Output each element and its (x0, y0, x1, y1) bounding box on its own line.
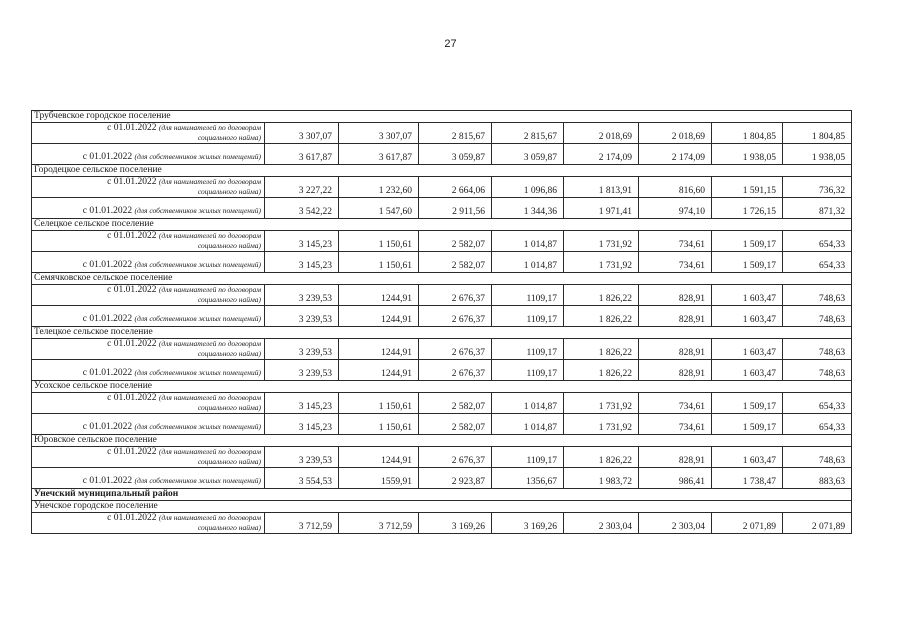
row-label (32, 177, 265, 198)
tariff-value: 1109,17 (492, 306, 564, 327)
settlement-header-row (32, 111, 852, 123)
tariff-value: 2 018,69 (639, 123, 712, 144)
tariff-value: 1 603,47 (712, 306, 783, 327)
effective-date: с 01.01.2022 (82, 422, 133, 433)
tariff-value: 1 813,91 (564, 177, 639, 198)
tariff-value: 3 712,59 (265, 513, 339, 534)
tenant-note-line2: социального найма) (197, 403, 261, 413)
tariff-value: 2 582,07 (419, 231, 492, 252)
tariff-value: 748,63 (783, 360, 852, 381)
tariff-value: 2 676,37 (419, 285, 492, 306)
tariff-value: 736,32 (783, 177, 852, 198)
tariff-value: 1 150,61 (339, 393, 419, 414)
row-label (32, 360, 265, 381)
tariff-value: 1244,91 (339, 285, 419, 306)
district-name: Унечский муниципальный район (32, 489, 852, 501)
tenants-tariff-row (32, 285, 852, 306)
tariff-value: 1 731,92 (564, 252, 639, 273)
tenant-note-line2: социального найма) (197, 241, 261, 251)
tariff-value: 1559,91 (339, 468, 419, 489)
tariff-value: 1109,17 (492, 360, 564, 381)
tariff-value: 3 554,53 (265, 468, 339, 489)
row-label (32, 414, 265, 435)
tariff-value: 3 145,23 (265, 414, 339, 435)
tenant-note-line1: (для нанимателей по договорам (158, 339, 261, 349)
tariff-value: 1 738,47 (712, 468, 783, 489)
row-label (32, 198, 265, 219)
tenants-tariff-row (32, 177, 852, 198)
tariff-value: 1 826,22 (564, 285, 639, 306)
tariff-value: 3 059,87 (492, 144, 564, 165)
tariff-value: 748,63 (783, 339, 852, 360)
tariff-value: 986,41 (639, 468, 712, 489)
row-label (32, 285, 265, 306)
tariff-value: 1 826,22 (564, 306, 639, 327)
tariff-value: 3 617,87 (339, 144, 419, 165)
tenant-note-line2: социального найма) (197, 187, 261, 197)
row-label (32, 468, 265, 489)
effective-date: с 01.01.2022 (107, 285, 157, 296)
owner-note: (для собственников жилых помещений) (134, 368, 261, 378)
tariff-value: 3 239,53 (265, 447, 339, 468)
owner-note: (для собственников жилых помещений) (134, 206, 261, 216)
settlement-header-row (32, 327, 852, 339)
tenant-note-line1: (для нанимателей по договорам (158, 393, 261, 403)
tariff-value: 1 603,47 (712, 339, 783, 360)
tariff-value: 1 731,92 (564, 414, 639, 435)
tariff-value: 1 603,47 (712, 285, 783, 306)
owners-tariff-row (32, 252, 852, 273)
tenant-note-line1: (для нанимателей по договорам (158, 285, 261, 295)
row-label (32, 123, 265, 144)
tariff-value: 828,91 (639, 306, 712, 327)
effective-date: с 01.01.2022 (82, 206, 133, 217)
owner-note: (для собственников жилых помещений) (134, 476, 261, 486)
effective-date: с 01.01.2022 (107, 231, 157, 242)
tariff-value: 3 239,53 (265, 360, 339, 381)
owner-note: (для собственников жилых помещений) (134, 422, 261, 432)
tariff-value: 2 071,89 (712, 513, 783, 534)
row-label (32, 252, 265, 273)
tariff-value: 828,91 (639, 447, 712, 468)
tenants-tariff-row (32, 513, 852, 534)
tariff-value: 974,10 (639, 198, 712, 219)
tariff-value: 1 826,22 (564, 447, 639, 468)
tariff-value: 2 582,07 (419, 252, 492, 273)
tariff-value: 1 014,87 (492, 252, 564, 273)
settlement-name: Усохское сельское поселение (32, 381, 852, 393)
tariff-value: 3 542,22 (265, 198, 339, 219)
row-label (32, 306, 265, 327)
tenants-tariff-row (32, 393, 852, 414)
tariff-value: 3 169,26 (492, 513, 564, 534)
tariff-value: 1 938,05 (783, 144, 852, 165)
settlement-header-row (32, 165, 852, 177)
tariff-value: 1244,91 (339, 306, 419, 327)
tariff-value: 1 826,22 (564, 339, 639, 360)
tenant-note-line1: (для нанимателей по договорам (158, 513, 261, 523)
tariff-value: 1244,91 (339, 360, 419, 381)
owner-note: (для собственников жилых помещений) (134, 314, 261, 324)
tariff-value: 734,61 (639, 231, 712, 252)
tariff-value: 1 014,87 (492, 414, 564, 435)
row-label (32, 447, 265, 468)
tariff-value: 1 591,15 (712, 177, 783, 198)
row-label (32, 144, 265, 165)
tariff-value: 654,33 (783, 393, 852, 414)
settlement-header-row (32, 219, 852, 231)
tariff-value: 2 071,89 (783, 513, 852, 534)
tariff-value: 2 174,09 (564, 144, 639, 165)
owners-tariff-row (32, 414, 852, 435)
tariff-value: 816,60 (639, 177, 712, 198)
tariff-value: 2 676,37 (419, 360, 492, 381)
tariff-value: 3 145,23 (265, 231, 339, 252)
tariff-value: 2 664,06 (419, 177, 492, 198)
tariff-value: 2 174,09 (639, 144, 712, 165)
effective-date: с 01.01.2022 (107, 123, 157, 134)
tariff-value: 2 923,87 (419, 468, 492, 489)
tariff-value: 1 971,41 (564, 198, 639, 219)
owners-tariff-row (32, 144, 852, 165)
effective-date: с 01.01.2022 (82, 314, 133, 325)
tenant-note-line2: социального найма) (197, 457, 261, 467)
tenants-tariff-row (32, 123, 852, 144)
tariff-value: 1109,17 (492, 447, 564, 468)
effective-date: с 01.01.2022 (107, 177, 157, 188)
row-label (32, 393, 265, 414)
tariff-value: 2 676,37 (419, 447, 492, 468)
tenants-tariff-row (32, 447, 852, 468)
tariff-value: 3 239,53 (265, 285, 339, 306)
tariff-value: 3 307,07 (265, 123, 339, 144)
tariff-value: 1244,91 (339, 339, 419, 360)
tariff-value: 1 344,36 (492, 198, 564, 219)
effective-date: с 01.01.2022 (107, 513, 157, 524)
settlement-name: Унечское городское поселение (32, 501, 852, 513)
tariff-value: 1 547,60 (339, 198, 419, 219)
row-label (32, 513, 265, 534)
tariff-value: 1244,91 (339, 447, 419, 468)
tariff-value: 734,61 (639, 414, 712, 435)
tariff-value: 3 239,53 (265, 306, 339, 327)
table-body (32, 111, 852, 534)
tariff-value: 1 983,72 (564, 468, 639, 489)
tariff-value: 2 676,37 (419, 339, 492, 360)
owners-tariff-row (32, 468, 852, 489)
tariff-value: 1 509,17 (712, 231, 783, 252)
row-label (32, 339, 265, 360)
tariff-value: 871,32 (783, 198, 852, 219)
tariff-value: 748,63 (783, 447, 852, 468)
tariff-value: 3 617,87 (265, 144, 339, 165)
settlement-header-row (32, 273, 852, 285)
settlement-header-row (32, 501, 852, 513)
tariff-value: 2 582,07 (419, 414, 492, 435)
tariff-value: 1 150,61 (339, 231, 419, 252)
settlement-name: Семячковское сельское поселение (32, 273, 852, 285)
tariff-value: 1 731,92 (564, 393, 639, 414)
tariff-value: 1 726,15 (712, 198, 783, 219)
tariff-value: 1 509,17 (712, 414, 783, 435)
tariff-value: 3 169,26 (419, 513, 492, 534)
tariff-value: 828,91 (639, 285, 712, 306)
tariff-value: 734,61 (639, 393, 712, 414)
effective-date: с 01.01.2022 (107, 393, 157, 404)
tariff-value: 1 014,87 (492, 231, 564, 252)
tenant-note-line2: социального найма) (197, 295, 261, 305)
tariff-value: 828,91 (639, 360, 712, 381)
tariff-value: 1 150,61 (339, 414, 419, 435)
effective-date: с 01.01.2022 (82, 476, 133, 487)
tenant-note-line1: (для нанимателей по договорам (158, 123, 261, 133)
tariff-value: 748,63 (783, 285, 852, 306)
tariff-value: 1 804,85 (712, 123, 783, 144)
tariff-value: 2 018,69 (564, 123, 639, 144)
tariff-value: 2 303,04 (564, 513, 639, 534)
tariff-value: 1 509,17 (712, 393, 783, 414)
effective-date: с 01.01.2022 (82, 368, 133, 379)
tariff-value: 1 804,85 (783, 123, 852, 144)
tariff-value: 2 303,04 (639, 513, 712, 534)
effective-date: с 01.01.2022 (82, 152, 133, 163)
tenant-note-line2: социального найма) (197, 349, 261, 359)
settlement-header-row (32, 381, 852, 393)
tariff-value: 828,91 (639, 339, 712, 360)
tariff-value: 1 232,60 (339, 177, 419, 198)
tariff-value: 1 826,22 (564, 360, 639, 381)
settlement-name: Городецкое сельское поселение (32, 165, 852, 177)
tenants-tariff-row (32, 231, 852, 252)
tariff-value: 3 712,59 (339, 513, 419, 534)
tariff-value: 1 096,86 (492, 177, 564, 198)
tariff-value: 3 227,22 (265, 177, 339, 198)
page-number: 27 (444, 38, 457, 50)
tariff-value: 1 150,61 (339, 252, 419, 273)
tariff-value: 748,63 (783, 306, 852, 327)
tariff-value: 3 307,07 (339, 123, 419, 144)
tariff-value: 2 911,56 (419, 198, 492, 219)
effective-date: с 01.01.2022 (82, 260, 133, 271)
district-header-row (32, 489, 852, 501)
tariff-value: 734,61 (639, 252, 712, 273)
row-label (32, 231, 265, 252)
tariff-value: 654,33 (783, 231, 852, 252)
settlement-name: Селецкое сельское поселение (32, 219, 852, 231)
tariff-value: 2 676,37 (419, 306, 492, 327)
tariff-table (31, 110, 852, 534)
tariff-value: 1356,67 (492, 468, 564, 489)
tariff-value: 1109,17 (492, 339, 564, 360)
tariff-value: 1109,17 (492, 285, 564, 306)
tariff-value: 2 815,67 (492, 123, 564, 144)
tenants-tariff-row (32, 339, 852, 360)
tariff-value: 2 815,67 (419, 123, 492, 144)
tariff-value: 1 509,17 (712, 252, 783, 273)
owners-tariff-row (32, 306, 852, 327)
tariff-value: 1 014,87 (492, 393, 564, 414)
tariff-value: 3 059,87 (419, 144, 492, 165)
owners-tariff-row (32, 198, 852, 219)
tariff-value: 654,33 (783, 252, 852, 273)
tariff-value: 3 239,53 (265, 339, 339, 360)
tariff-value: 1 603,47 (712, 360, 783, 381)
tenant-note-line1: (для нанимателей по договорам (158, 447, 261, 457)
owner-note: (для собственников жилых помещений) (134, 260, 261, 270)
tenant-note-line1: (для нанимателей по договорам (158, 177, 261, 187)
effective-date: с 01.01.2022 (107, 447, 157, 458)
tariff-value: 883,63 (783, 468, 852, 489)
settlement-header-row (32, 435, 852, 447)
settlement-name: Телецкое сельское поселение (32, 327, 852, 339)
tariff-value: 2 582,07 (419, 393, 492, 414)
tariff-value: 1 731,92 (564, 231, 639, 252)
tariff-value: 3 145,23 (265, 252, 339, 273)
owners-tariff-row (32, 360, 852, 381)
tariff-value: 654,33 (783, 414, 852, 435)
tenant-note-line2: социального найма) (197, 523, 261, 533)
tariff-value: 3 145,23 (265, 393, 339, 414)
tenant-note-line1: (для нанимателей по договорам (158, 231, 261, 241)
owner-note: (для собственников жилых помещений) (134, 152, 261, 162)
tariff-value: 1 603,47 (712, 447, 783, 468)
settlement-name: Трубчевское городское поселение (32, 111, 852, 123)
tariff-value: 1 938,05 (712, 144, 783, 165)
settlement-name: Юровское сельское поселение (32, 435, 852, 447)
effective-date: с 01.01.2022 (107, 339, 157, 350)
tenant-note-line2: социального найма) (197, 133, 261, 143)
